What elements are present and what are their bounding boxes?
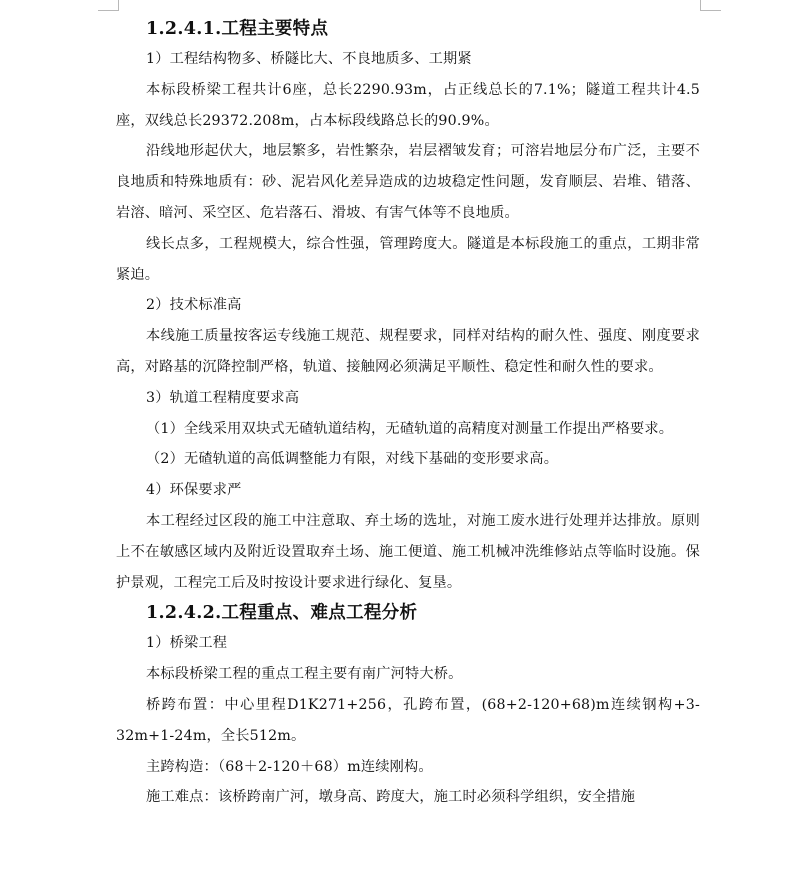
paragraph: 线长点多，工程规模大，综合性强，管理跨度大。隧道是本标段施工的重点，工期非常紧迫。 (116, 235, 700, 283)
paragraph: 主跨构造：（68＋2-120＋68）m连续刚构。 (146, 758, 433, 775)
paragraph: 2）技术标准高 (146, 297, 242, 314)
paragraph: 1）桥梁工程 (146, 635, 228, 652)
section-heading: 1.2.4.1.工程主要特点 (146, 19, 329, 39)
paragraph: 3）轨道工程精度要求高 (146, 389, 300, 406)
section-heading: 1.2.4.2.工程重点、难点工程分析 (146, 603, 418, 624)
paragraph: 沿线地形起伏大，地层繁多，岩性繁杂，岩层褶皱发育；可溶岩地层分布广泛，主要不良地质和特殊地质有：砂、泥岩风化差异造成的边坡稳定性问题，发育顺层、岩堆、错落、岩溶、暗河、采空区、危岩落石、滑坡、有害气体等不良地质。 (116, 143, 700, 221)
page-corner-mark-right (700, 0, 721, 11)
paragraph: 本工程经过区段的施工中注意取、弃土场的选址，对施工废水进行处理并达排放。原则上不在敏感区域内及附近设置取弃土场、施工便道、施工机械冲洗维修站点等临时设施。保护景观，工程完工后及时按设计要求进行绿化、复垦。 (116, 512, 700, 591)
paragraph: 施工难点：该桥跨南广河，墩身高、跨度大，施工时必须科学组织，安全措施 (146, 789, 636, 806)
paragraph: 本标段桥梁工程的重点工程主要有南广河特大桥。 (146, 666, 463, 683)
paragraph: 1）工程结构物多、桥隧比大、不良地质多、工期紧 (146, 51, 472, 67)
paragraph: 4）环保要求严 (146, 482, 242, 499)
paragraph: （1）全线采用双块式无碴轨道结构，无碴轨道的高精度对测量工作提出严格要求。 (146, 420, 674, 437)
paragraph: 本线施工质量按客运专线施工规范、规程要求，同样对结构的耐久性、强度、刚度要求高，对路基的沉降控制严格，轨道、接触网必须满足平顺性、稳定性和耐久性的要求。 (116, 328, 700, 375)
paragraph: 桥跨布置：中心里程D1K271+256，孔跨布置，(68+2-120+68)m连续钢构+3-32m+1-24m，全长512m。 (116, 696, 700, 744)
page-corner-mark-left (98, 0, 119, 11)
document-page (116, 14, 700, 813)
paragraph: （2）无碴轨道的高低调整能力有限，对线下基础的变形要求高。 (146, 451, 559, 468)
paragraph: 本标段桥梁工程共计6座，总长2290.93m，占正线总长的7.1%；隧道工程共计4.5座，双线总长29372.208m，占本标段线路总长的90.9%。 (116, 81, 700, 129)
